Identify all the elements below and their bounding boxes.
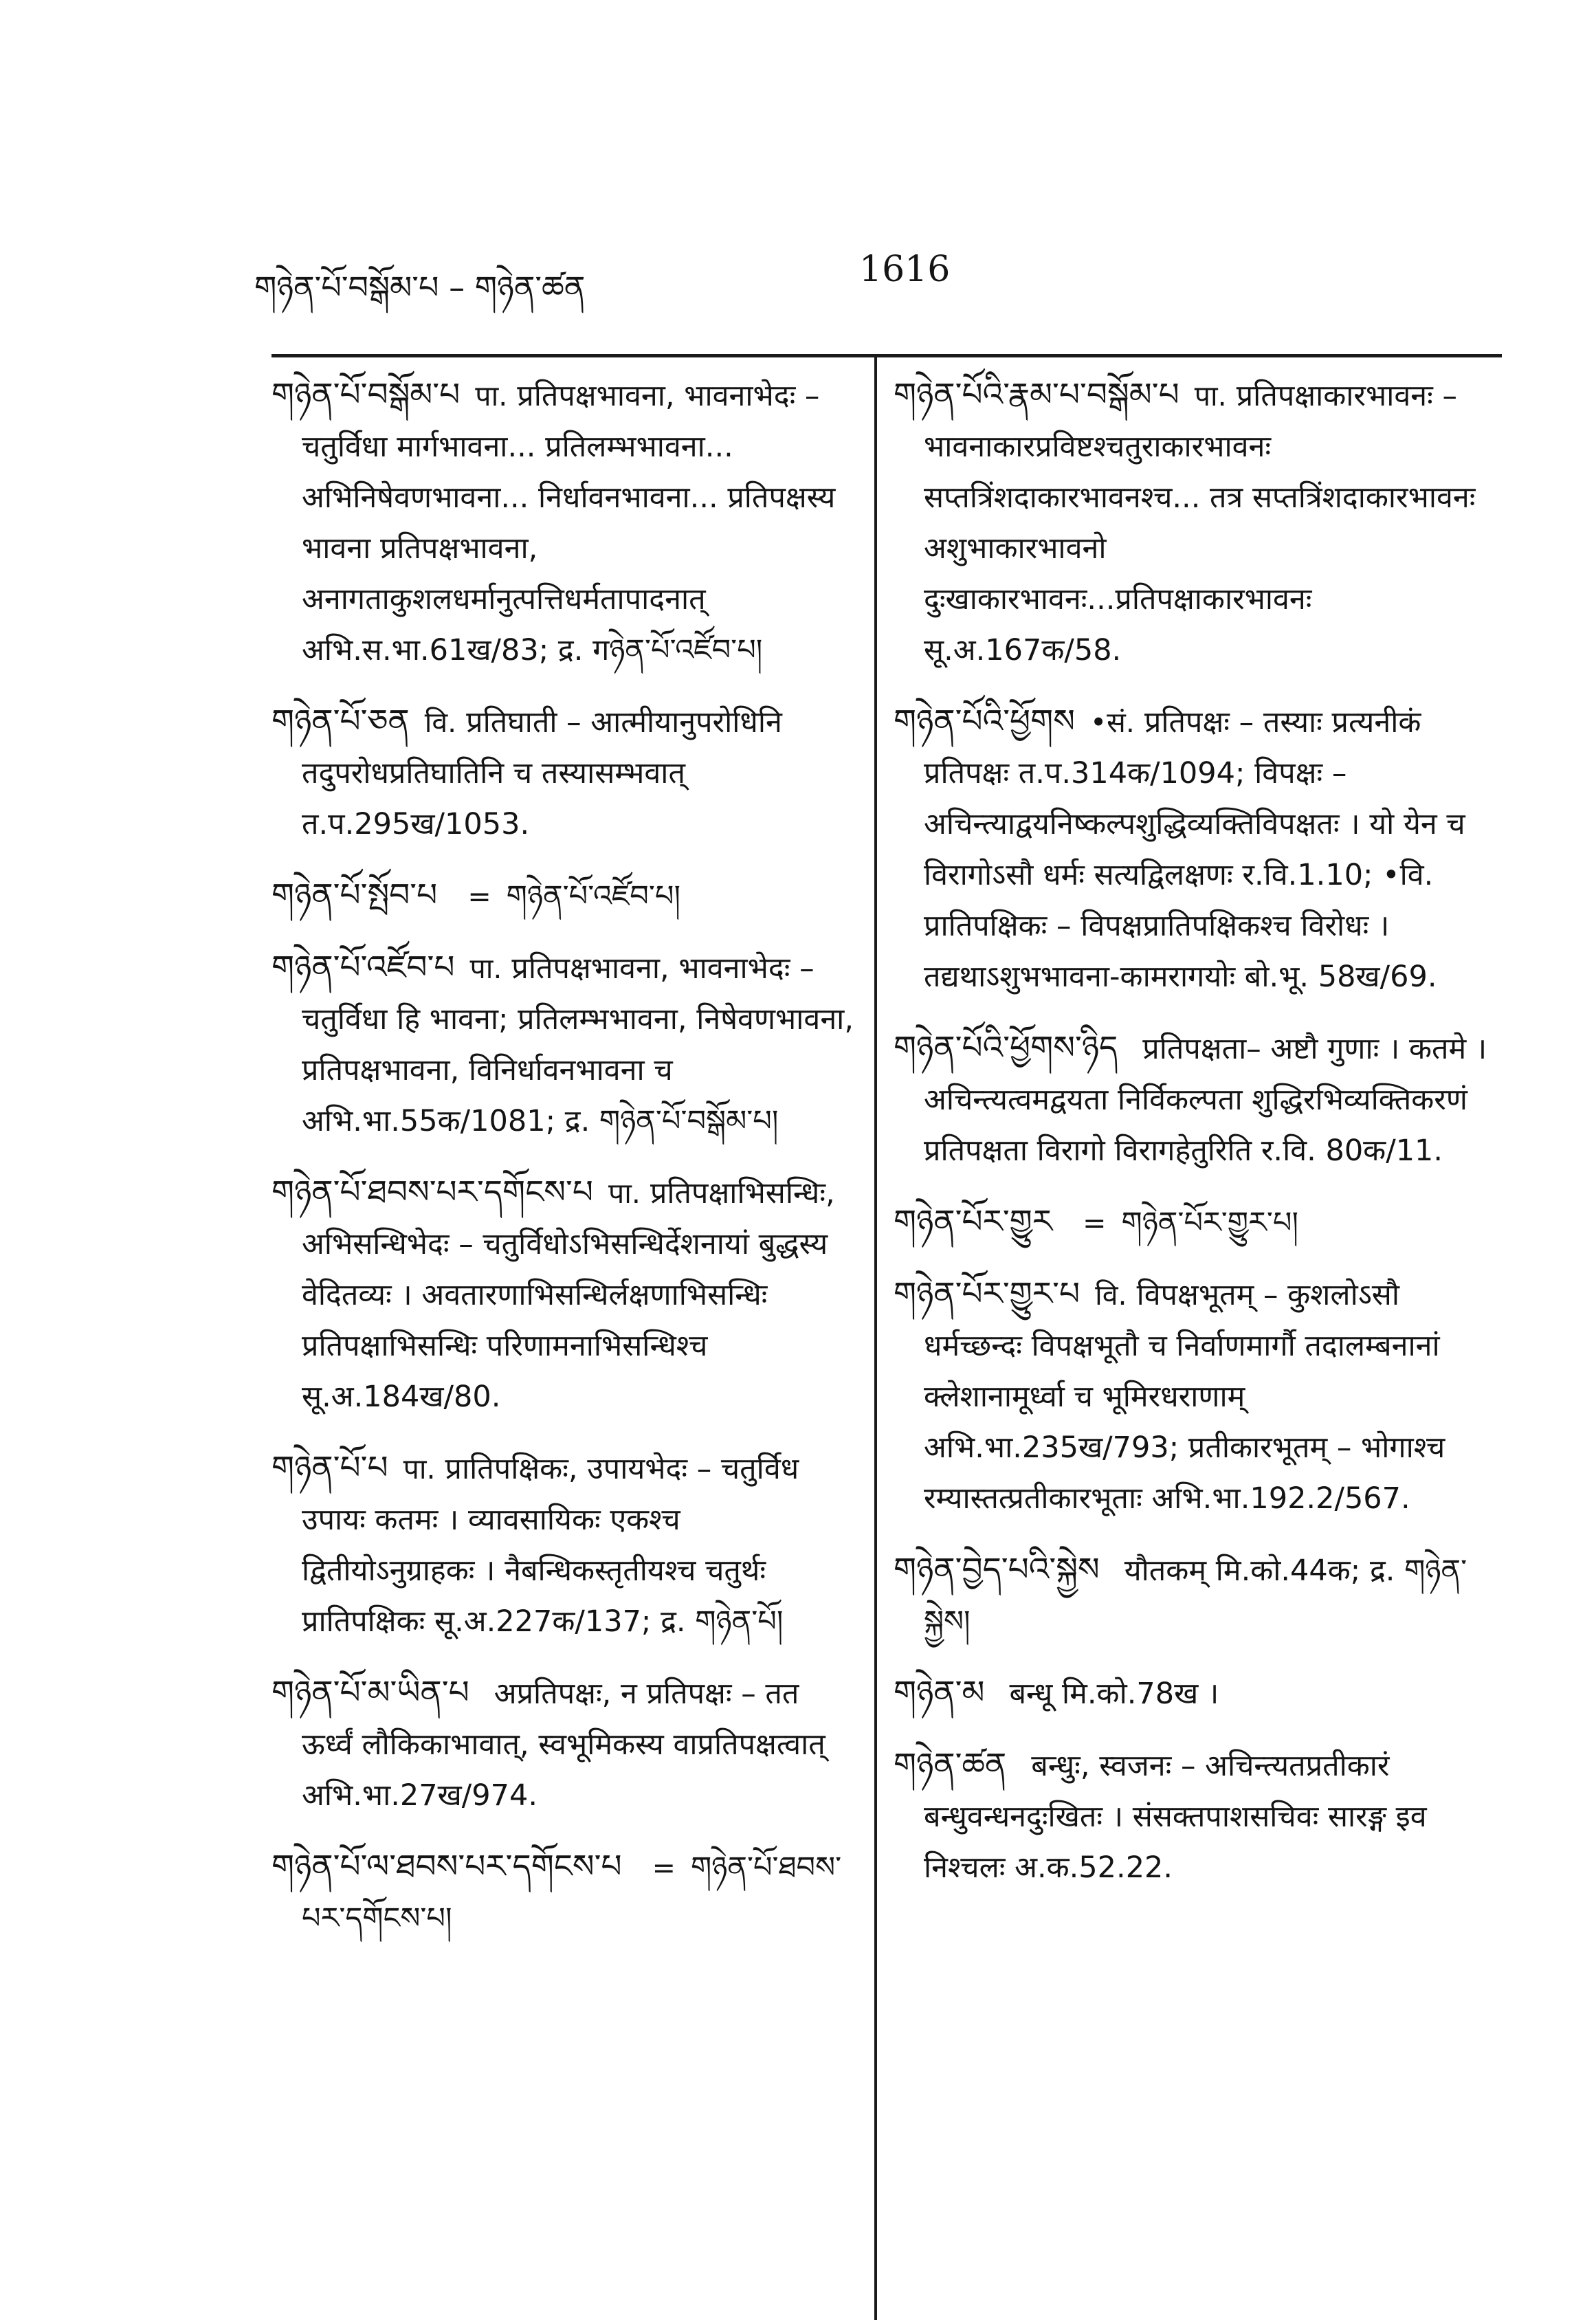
entry-definition: यौतकम् मि.को.44क; द्र. གཉེན་སྐྱེས། [924, 1554, 1467, 1639]
entry-equals: = [652, 1851, 676, 1884]
header-headword-range: གཉེན་པོ་བསྒོམ་པ – གཉེན་ཚན [254, 269, 586, 306]
entry-definition: प्रतिपक्षभावना, भावनाभेदः – चतुर्विधा हि भावना; प्रतिलम्भभावना, निषेवणभावना, प्रतिपक्षभावना, विनिर्धावनभावना च अभि.भा.55क/1081; द्र. གཉེན་པོ་བསྒོམ་པ། [302, 951, 854, 1138]
entry-definition: प्रतिपक्षः – तस्याः प्रत्यनीकं प्रतिपक्षः त.प.314क/1094; विपक्षः – अचिन्त्याद्वयनिष्कल्पशुद्धिव्यक्तिविपक्षतः । यो येन च विरागोऽसौ धर्मः सत्यद्विलक्षणः र.वि.1.10; •वि. प्रातिपक्षिकः – विपक्षप्रातिपक्षिकश्च विरोधः । तद्यथाऽशुभभावना-कामरागयोः बो.भू. 58ख/69. [924, 705, 1465, 994]
entry-grammar: पा. [469, 952, 502, 985]
entry-headword: གཉེན་པོ་སྤོབ་པ [271, 876, 438, 914]
dictionary-entry [894, 370, 1502, 676]
header-rule [271, 354, 1502, 357]
right-column [894, 370, 1502, 1914]
entry-headword: གཉེན་མ [894, 1674, 985, 1712]
dictionary-entry [894, 1269, 1502, 1524]
entry-headword: གཉེན་པོ་པ [271, 1449, 388, 1487]
entry-grammar: पा. [1194, 379, 1227, 412]
entry-grammar: •सं. [1090, 706, 1135, 739]
dictionary-entry [271, 870, 856, 922]
dictionary-entry [271, 1668, 856, 1821]
dictionary-entry [894, 1668, 1502, 1719]
entry-headword: གཉེན་པོར་གྱུར་པ [894, 1275, 1080, 1313]
column-divider [874, 357, 877, 2320]
entry-headword: གཉེན་པོ་ལ་ཐབས་པར་དགོངས་པ [271, 1848, 622, 1886]
dictionary-entry [271, 370, 856, 676]
entry-definition: विपक्षभूतम् – कुशलोऽसौ धर्मच्छन्दः विपक्षभूतौ च निर्वाणमार्गौ तदालम्बनानां क्लेशानामूर्ध्वा च भूमिरधराणाम् अभि.भा.235ख/793; प्रतीकारभूतम् – भोगाश्च रम्यास्तत्प्रतीकारभूताः अभि.भा.192.2/567. [924, 1278, 1445, 1516]
entry-equals: = [467, 880, 491, 913]
entry-headword: གཉེན་པོའི་རྣམ་པ་བསྒོམ་པ [894, 376, 1179, 414]
entry-grammar: पा. [475, 379, 508, 412]
entry-definition: प्रतिघाती – आत्मीयानुपरोधिनि तदुपरोधप्रतिघातिनि च तस्यासम्भवात् त.प.295ख/1053. [302, 705, 782, 841]
entry-headword: གཉེན་བྱེད་པའི་སྐྱེས [894, 1551, 1100, 1589]
entry-grammar: पा. [403, 1452, 436, 1485]
entry-grammar: पा. [608, 1177, 641, 1210]
entry-grammar: वि. [1095, 1279, 1127, 1312]
entry-headword: གཉེན་པོ་བསྒོམ་པ [271, 376, 461, 414]
dictionary-entry [271, 1443, 856, 1647]
entry-definition: बन्धुः, स्वजनः – अचिन्त्यतप्रतीकारं बन्धुवन्धनदुःखितः । संसक्तपाशसचिवः सारङ्ग इव निश्चलः अ.क.52.22. [924, 1749, 1427, 1885]
entry-definition: प्रातिपक्षिकः, उपायभेदः – चतुर्विध उपायः कतमः । व्यावसायिकः एकश्च द्वितीयोऽनुग्राहकः । नैबन्धिकस्तृतीयश्च चतुर्थः प्रातिपक्षिकः सू.अ.227क/137; द्र. གཉེན་པོ། [302, 1452, 799, 1639]
entry-grammar: वि. [424, 706, 457, 739]
entry-definition: बन्धू मि.को.78ख । [1009, 1677, 1219, 1711]
entry-crossref: གཉེན་པོ་ཐབས་པར་དགོངས་པ། [302, 1851, 842, 1936]
entry-definition: प्रतिपक्षाभिसन्धिः, अभिसन्धिभेदः – चतुर्विधोऽभिसन्धिर्देशनायां बुद्धस्य वेदितव्यः । अवतारणाभिसन्धिर्लक्षणाभिसन्धिः प्रतिपक्षाभिसन्धिः परिणामनाभिसन्धिश्च सू.अ.184ख/80. [302, 1176, 835, 1414]
entry-definition: अप्रतिपक्षः, न प्रतिपक्षः – तत ऊर्ध्वं लौकिकाभावात्, स्वभूमिकस्य वाप्रतिपक्षत्वात् अभि.भा.27ख/974. [302, 1677, 825, 1813]
entry-headword: གཉེན་པོ་ཅན [271, 703, 410, 740]
entry-headword: གཉེན་པོའི་ཕྱོགས [894, 703, 1075, 740]
dictionary-entry [271, 1842, 856, 1944]
entry-headword: གཉེན་པོ་འཛོབ་པ [271, 949, 455, 986]
dictionary-entry [894, 1545, 1502, 1647]
dictionary-entry [894, 1740, 1502, 1893]
dictionary-entry [894, 1023, 1502, 1176]
entry-headword: གཉེན་ཚན [894, 1746, 1007, 1784]
entry-definition: प्रतिपक्षता– अष्टौ गुणाः । कतमे । अचिन्त्यत्वमद्वयता निर्विकल्पता शुद्धिरभिव्यक्तिकरणं प्रतिपक्षता विरागो विरागहेतुरिति र.वि. 80क/11. [924, 1032, 1487, 1168]
dictionary-entry [271, 696, 856, 850]
dictionary-entry [271, 1167, 856, 1422]
entry-headword: གཉེན་པོར་གྱུར [894, 1203, 1053, 1241]
dictionary-entry [894, 696, 1502, 1002]
entry-equals: = [1083, 1206, 1107, 1239]
entry-definition: प्रतिपक्षभावना, भावनाभेदः – चतुर्विधा मार्गभावना... प्रतिलम्भभावना... अभिनिषेवणभावना... निर्धावनभावना... प्रतिपक्षस्य भावना प्रतिपक्षभावना, अनागताकुशलधर्मानुत्पत्तिधर्मतापादनात् अभि.स.भा.61ख/83; द्र. गཉེན་པོ་འཛོབ་པ། [302, 379, 836, 667]
dictionary-entry [271, 942, 856, 1147]
entry-headword: གཉེན་པོའི་ཕྱོགས་ཉིད [894, 1029, 1118, 1067]
entry-headword: གཉེན་པོ་མ་ཡིན་པ [271, 1674, 469, 1712]
entry-headword: གཉེན་པོ་ཐབས་པར་དགོངས་པ [271, 1173, 593, 1211]
running-header [254, 249, 1505, 308]
entry-definition: प्रतिपक्षाकारभावनः – भावनाकारप्रविष्टश्चतुराकारभावनः सप्तत्रिंशदाकारभावनश्च... तत्र सप्तत्रिंशदाकारभावनः अशुभाकारभावनो दुःखाकारभावनः...प्रतिपक्षाकारभावनः सू.अ.167क/58. [924, 379, 1476, 667]
entry-crossref: གཉེན་པོར་གྱུར་པ། [1121, 1206, 1299, 1240]
dictionary-entry [894, 1197, 1502, 1248]
entry-crossref: གཉེན་པོ་འཛོབ་པ། [506, 879, 680, 914]
left-column [271, 370, 856, 1965]
page-number: 1616 [859, 249, 951, 290]
